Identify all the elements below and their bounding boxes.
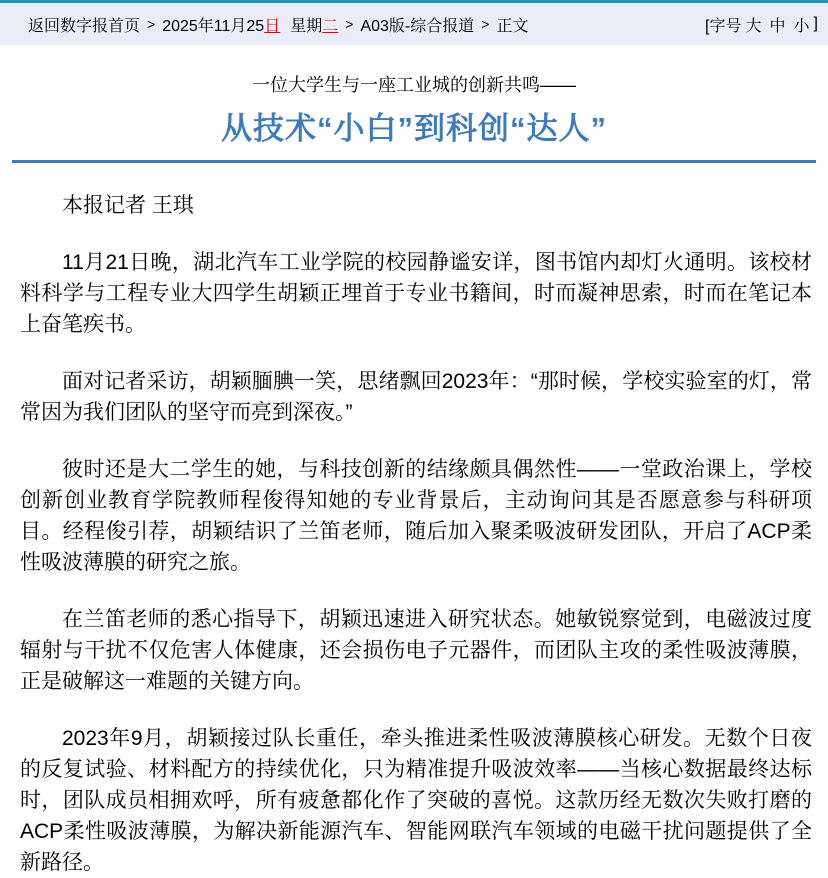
font-size-small-button[interactable]: 小 — [793, 17, 810, 35]
breadcrumb-current-page: 正文 — [496, 17, 529, 35]
breadcrumb-separator: > — [147, 16, 156, 32]
article-body — [0, 163, 828, 878]
article-paragraph: 11月21日晚，湖北汽车工业学院的校园静谧安详，图书馆内却灯火通明。该校材料科学与工程专业大四学生胡颖正埋首于专业书籍间，时而凝神思索，时而在笔记本上奋笔疾书。 — [20, 251, 812, 336]
breadcrumb-date-text: 2025年11月25 — [162, 17, 265, 35]
article-paragraph: 在兰笛老师的悉心指导下，胡颖迅速进入研究状态。她敏锐察觉到，电磁波过度辐射与干扰不仅危害人体健康，还会损伤电子元器件，而团队主攻的柔性吸波薄膜，正是破解这一难题的关键方向。 — [20, 608, 812, 693]
font-size-control — [705, 13, 818, 36]
breadcrumb-bar — [0, 0, 828, 45]
breadcrumb — [28, 13, 528, 36]
breadcrumb-separator: > — [481, 16, 490, 32]
breadcrumb-separator: > — [345, 16, 354, 32]
article-title: 从技术“小白”到科创“达人” — [221, 111, 607, 146]
article-paragraph: 2023年9月，胡颖接过队长重任，牵头推进柔性吸波薄膜核心研发。无数个日夜的反复试验、材料配方的持续优化，只为精准提升吸波效率——当核心数据最终达标时，团队成员相拥欢呼，所有疲惫都化作了突破的喜悦。这款历经无数次失败打磨的 ACP柔性吸波薄膜，为解决新能源汽车、智能网联汽车领域的电磁干扰问题提供了全新路径。 — [20, 727, 812, 874]
font-size-label: [字号 — [705, 17, 742, 35]
breadcrumb-date-day-link[interactable]: 日 — [264, 17, 281, 35]
breadcrumb-home-link[interactable]: 返回数字报首页 — [28, 17, 141, 35]
article-byline: 本报记者 王琪 — [62, 194, 194, 217]
breadcrumb-weekday-link[interactable]: 二 — [322, 17, 339, 35]
breadcrumb-section-link[interactable]: A03版-综合报道 — [360, 17, 475, 35]
article-paragraph: 彼时还是大二学生的她，与科技创新的结缘颇具偶然性——一堂政治课上，学校创新创业教育学院教师程俊得知她的专业背景后，主动询问其是否愿意参与科研项目。经程俊引荐，胡颖结识了兰笛老师，随后加入聚柔吸波研发团队，开启了ACP柔性吸波薄膜的研究之旅。 — [20, 458, 812, 574]
font-size-label-close: ] — [813, 15, 818, 32]
article-paragraph: 面对记者采访，胡颖腼腆一笑，思绪飘回2023年：“那时候，学校实验室的灯，常常因为我们团队的坚守而亮到深夜。” — [20, 370, 812, 424]
font-size-large-button[interactable]: 大 — [745, 17, 762, 35]
article-subtitle: 一位大学生与一座工业城的创新共鸣—— — [252, 75, 576, 95]
font-size-medium-button[interactable]: 中 — [769, 17, 786, 35]
breadcrumb-weekday-text: 星期 — [290, 17, 323, 35]
